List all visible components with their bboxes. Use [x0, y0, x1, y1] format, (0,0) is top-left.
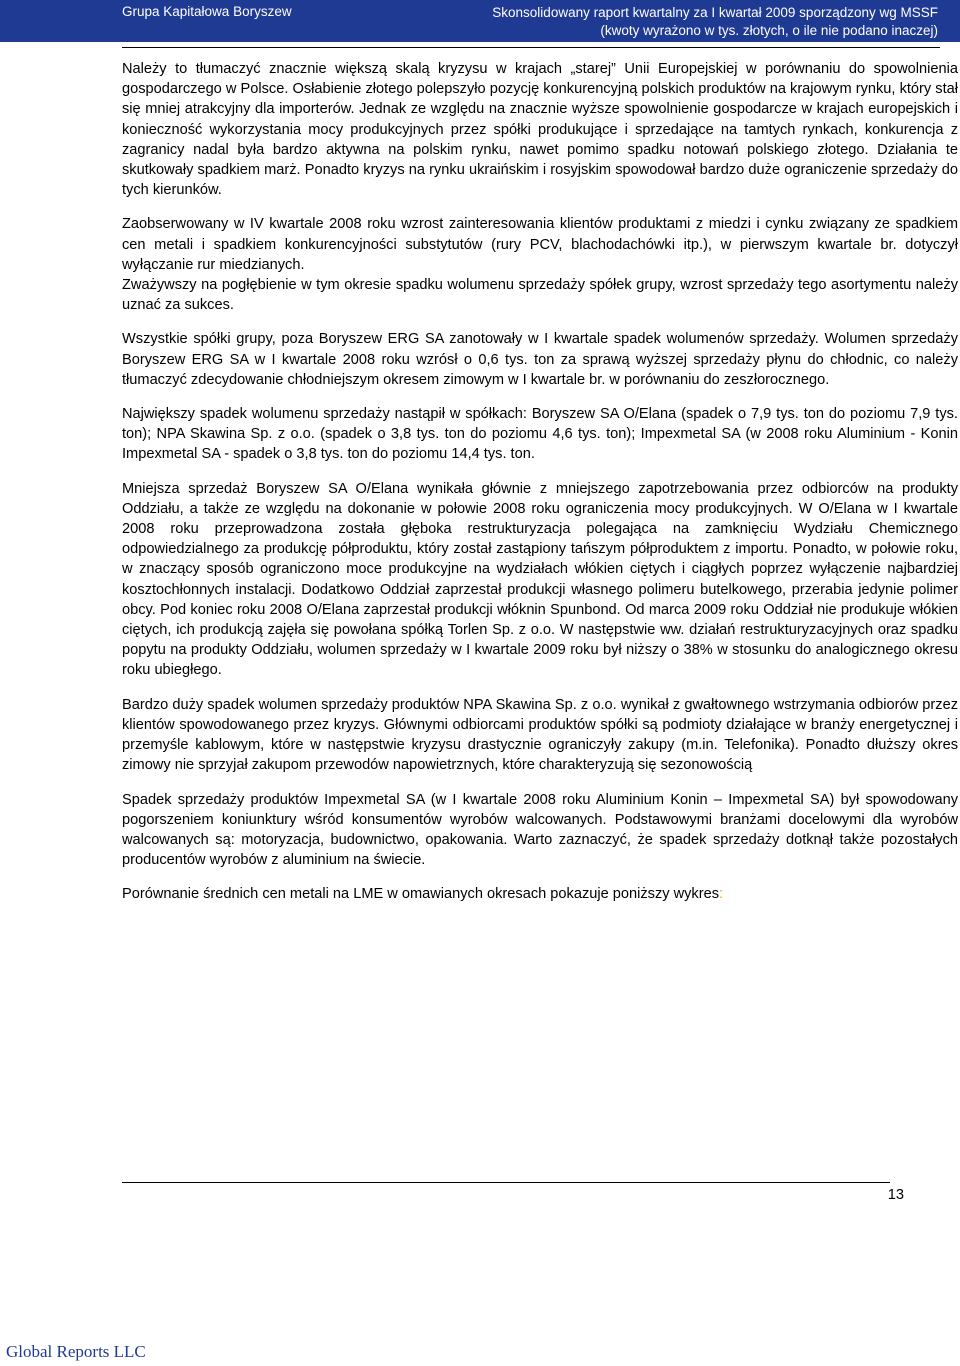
- paragraph: Spadek sprzedaży produktów Impexmetal SA (w I kwartale 2008 roku Aluminium Konin – Impexmetal SA) był spowodowany pogorszeniem koniunktury wśród konsumentów wyrobów walcowanych. Podstawowymi branżami docelowymi dla wyrobów walcowanych są: motoryzacja, budownictwo, opakowania. Warto zaznaczyć, że spadek sprzedaży dotknął także pozostałych producentów wyrobów z aluminium na świecie.: [122, 791, 958, 869]
- document-body: [122, 59, 958, 919]
- company-name: Grupa Kapitałowa Boryszew: [122, 4, 292, 19]
- report-title-line: Skonsolidowany raport kwartalny za I kwartał 2009 sporządzony wg MSSF: [492, 5, 938, 20]
- footer-divider: [122, 1182, 890, 1183]
- paragraph: Należy to tłumaczyć znacznie większą skalą kryzysu w krajach „starej” Unii Europejskiej w porównaniu do spowolnienia gospodarczego w Polsce. Osłabienie złotego polepszyło pozycję konkurencyjną polskich produktów na krajowym rynku, który stał się mniej atrakcyjny dla importerów. Jednak ze względu na znacznie wyższe spowolnienie gospodarcze w krajach europejskich i konieczność wykorzystania mocy produkcyjnych przez spółki produkujące i sprzedające na tamtych rynkach, konkurencja z zagranicy nadal była bardzo aktywna na polskim rynku, nawet pomimo spadku notowań polskiego złotego. Działania te skutkowały spadkiem marż. Ponadto kryzys na rynku ukraińskim i rosyjskim spowodował bardzo duże ograniczenie sprzedaży do tych kierunków.: [122, 61, 958, 199]
- footer-brand: Global Reports LLC: [6, 1342, 146, 1361]
- paragraph: Mniejsza sprzedaż Boryszew SA O/Elana wynikała głównie z mniejszego zapotrzebowania przez odbiorców na produkty Oddziału, a także ze względu na dokonanie w połowie 2008 roku ograniczenia mocy produkcyjnych. W O/Elana w I kwartale 2008 roku przeprowadzona została głęboka restrukturyzacja polegająca na zamknięciu Wydziału Chemicznego odpowiedzialnego za produkcję półproduktu, który został zastąpiony tańszym półproduktem z importu. Ponadto, w połowie roku, w znaczący sposób ograniczono moce produkcyjne na wydziałach włókien ciętych i ciągłych poprzez wyłączenie najbardziej kosztochłonnych instalacji. Dodatkowo Oddział zaprzestał produkcji własnego polimeru butelkowego, przerabia jedynie polimer obcy. Pod koniec roku 2008 O/Elana zaprzestał produkcji włóknin Spunbond. Od marca 2009 roku Oddział nie produkuje włókien ciętych, ich produkcją zajęła się powołana spółką Torlen Sp. z o.o. W następstwie ww. działań restrukturyzacyjnych oraz spadku popytu na produkty Oddziału, wolumen sprzedaży w I kwartale 2009 roku był niższy o 38% w stosunku do analogicznego okresu roku ubiegłego.: [122, 480, 958, 679]
- chart-intro-paragraph: [122, 884, 958, 904]
- paragraph: Wszystkie spółki grupy, poza Boryszew ERG SA zanotowały w I kwartale spadek wolumenów sprzedaży. Wolumen sprzedaży Boryszew ERG SA w I kwartale 2008 roku wzrósł o 0,6 tys. ton za sprawą wyższej sprzedaży płynu do chłodnic, co należy tłumaczyć zdecydowanie chłodniejszym okresem zimowym w I kwartale br. w porównaniu do zeszłorocznego.: [122, 331, 958, 388]
- report-title: [492, 4, 938, 40]
- paragraph: Bardzo duży spadek wolumen sprzedaży produktów NPA Skawina Sp. z o.o. wynikał z gwałtownego wstrzymania odbiorów przez klientów spowodowanego przez kryzys. Głównymi odbiorcami produktów spółki są podmioty działające w branży energetycznej i przemyśle kablowym, które w następstwie kryzysu drastycznie ograniczyły zakupy (m.in. Telefonika). Ponadto dłuższy okres zimowy nie sprzyjał zakupom przewodów napowietrznych, które charakteryzują się sezonowością: [122, 696, 958, 774]
- header-divider: [122, 47, 940, 48]
- paragraph: Zaobserwowany w IV kwartale 2008 roku wzrost zainteresowania klientów produktami z miedzi i cynku związany ze spadkiem cen metali i spadkiem konkurencyjności substytutów (rury PCV, blachodachówki itp.), w pierwszym kwartale br. dotyczył wyłączanie rur miedzianych.: [122, 216, 958, 273]
- report-units-note: (kwoty wyrażono w tys. złotych, o ile nie podano inaczej): [600, 23, 938, 38]
- accent-colon: :: [719, 886, 724, 903]
- page-header: [0, 0, 960, 42]
- paragraph: Największy spadek wolumenu sprzedaży nastąpił w spółkach: Boryszew SA O/Elana (spadek o 7,9 tys. ton do poziomu 7,9 tys. ton); NPA Skawina Sp. z o.o. (spadek o 3,8 tys. ton do poziomu 4,6 tys. ton); Impexmetal SA (w 2008 roku Aluminium - Konin Impexmetal SA - spadek o 3,8 tys. ton do poziomu 14,4 tys. ton.: [122, 406, 958, 463]
- page-number: 13: [887, 1187, 904, 1203]
- chart-intro-text: Porównanie średnich cen metali na LME w omawianych okresach pokazuje poniższy wykres: [122, 886, 720, 903]
- paragraph: Zważywszy na pogłębienie w tym okresie spadku wolumenu sprzedaży spółek grupy, wzrost sprzedaży tego asortymentu należy uznać za sukces.: [122, 277, 958, 314]
